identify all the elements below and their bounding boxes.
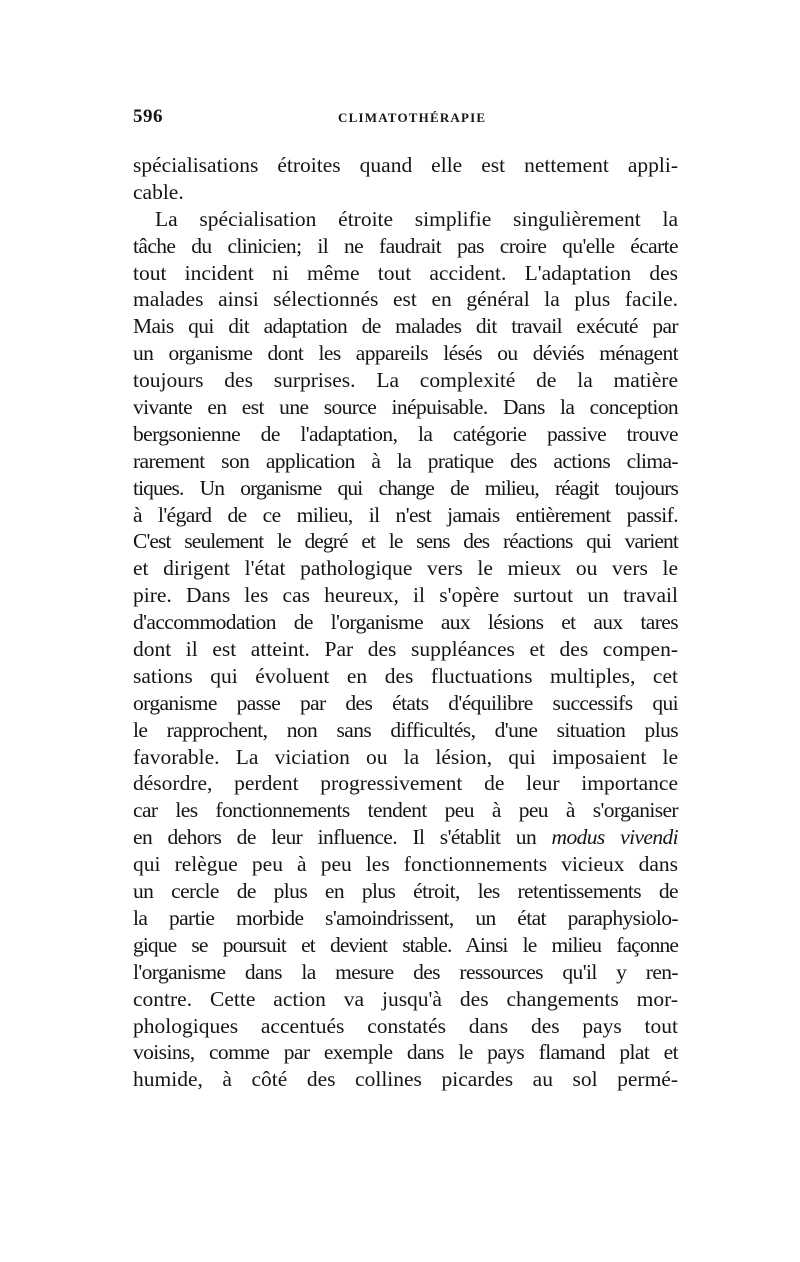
text-line: bergsonienne de l'adaptation, la catégorie passive trouve bbox=[133, 421, 678, 446]
text-line: dont il est atteint. Par des suppléances et des compen- bbox=[133, 637, 678, 662]
paragraph-2 bbox=[133, 206, 678, 1093]
text-line: tiques. Un organisme qui change de milieu, réagit toujours bbox=[133, 475, 678, 500]
text-line: La spécialisation étroite simplifie singulièrement la bbox=[155, 206, 678, 231]
text-line: la partie morbide s'amoindrissent, un état paraphysiolo- bbox=[133, 905, 678, 930]
text-line: et dirigent l'état pathologique vers le mieux ou vers le bbox=[133, 556, 678, 581]
text-line: le rapprochent, non sans difficultés, d'une situation plus bbox=[133, 717, 678, 742]
text-line: toujours des surprises. La complexité de la matière bbox=[133, 368, 678, 393]
text-line: pire. Dans les cas heureux, il s'opère surtout un travail bbox=[133, 583, 678, 608]
text-line: humide, à côté des collines picardes au sol permé- bbox=[133, 1067, 678, 1092]
text-line: qui relègue peu à peu les fonctionnements vicieux dans bbox=[133, 852, 678, 877]
text-line: un cercle de plus en plus étroit, les retentissements de bbox=[133, 879, 678, 904]
text-line: l'organisme dans la mesure des ressources qu'il y ren- bbox=[133, 959, 678, 984]
text-line: d'accommodation de l'organisme aux lésions et aux tares bbox=[133, 610, 678, 635]
running-title: CLIMATOTHÉRAPIE bbox=[338, 110, 487, 125]
text-line: un organisme dont les appareils lésés ou déviés ménagent bbox=[133, 341, 678, 366]
text-line: tâche du clinicien; il ne faudrait pas croire qu'elle écarte bbox=[133, 233, 678, 258]
text-line: Mais qui dit adaptation de malades dit travail exécuté par bbox=[133, 314, 678, 339]
text-line: contre. Cette action va jusqu'à des changements mor- bbox=[133, 986, 678, 1011]
text-line: C'est seulement le degré et le sens des réactions qui varient bbox=[133, 529, 678, 554]
text-line: désordre, perdent progressivement de leur importance bbox=[133, 771, 678, 796]
latin-phrase: modus vivendi bbox=[551, 825, 678, 850]
text-run: en dehors de leur influence. Il s'établit un bbox=[133, 825, 552, 850]
text-line: organisme passe par des états d'équilibre successifs qui bbox=[133, 690, 678, 715]
page-header bbox=[133, 106, 678, 132]
page-number: 596 bbox=[133, 106, 163, 127]
text-line: favorable. La viciation ou la lésion, qui imposaient le bbox=[133, 744, 678, 769]
text-line: phologiques accentués constatés dans des pays tout bbox=[133, 1013, 678, 1038]
text-line: cable. bbox=[133, 179, 184, 204]
text-line: malades ainsi sélectionnés est en général la plus facile. bbox=[133, 287, 678, 312]
text-line: rarement son application à la pratique des actions clima- bbox=[133, 448, 678, 473]
text-line: spécialisations étroites quand elle est nettement appli- bbox=[133, 153, 678, 177]
text-line: sations qui évoluent en des fluctuations multiples, cet bbox=[133, 663, 678, 688]
text-line-with-italic bbox=[133, 824, 678, 851]
paragraph-1 bbox=[133, 152, 678, 206]
body-text bbox=[133, 152, 678, 1093]
text-line: gique se poursuit et devient stable. Ainsi le milieu façonne bbox=[133, 932, 678, 957]
text-line: tout incident ni même tout accident. L'adaptation des bbox=[133, 260, 678, 285]
text-line: vivante en est une source inépuisable. Dans la conception bbox=[133, 395, 678, 420]
text-line: à l'égard de ce milieu, il n'est jamais entièrement passif. bbox=[133, 502, 678, 527]
text-line: voisins, comme par exemple dans le pays flamand plat et bbox=[133, 1040, 678, 1065]
text-line: car les fonctionnements tendent peu à peu à s'organiser bbox=[133, 798, 678, 823]
